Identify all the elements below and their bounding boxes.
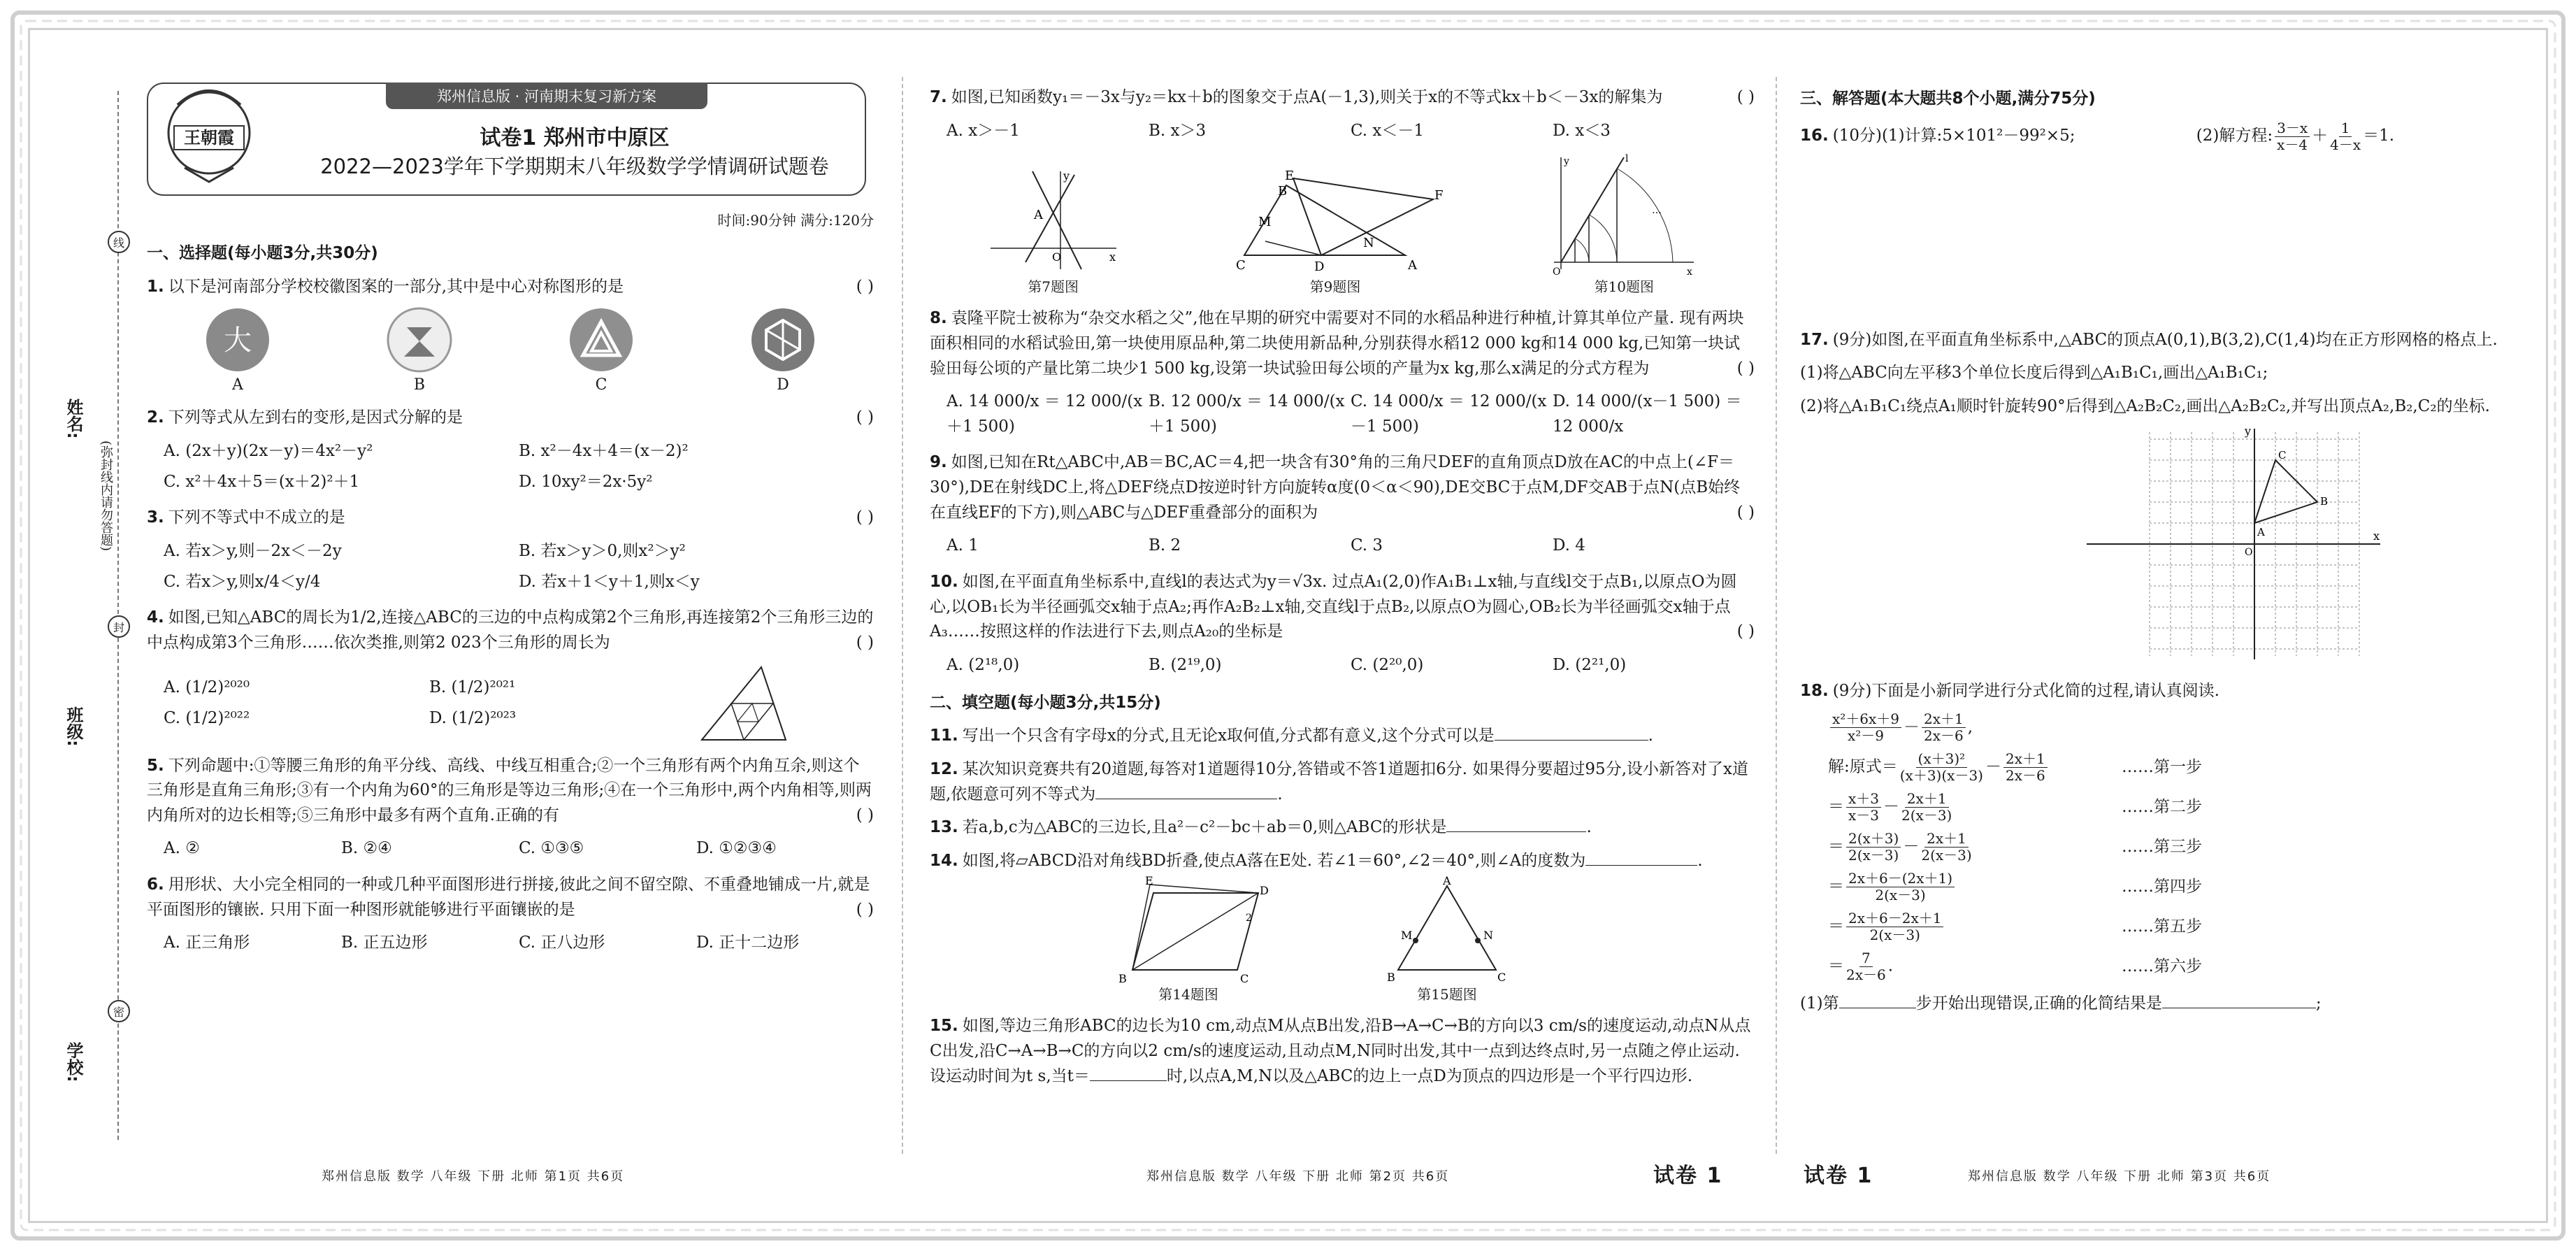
option-b[interactable]: B. (2¹⁹,0) (1149, 655, 1222, 674)
school-emblem-icon (386, 306, 453, 373)
figure-9 (1230, 164, 1444, 298)
nested-triangle-figure (695, 662, 793, 745)
question-number: 15. (930, 1017, 958, 1036)
svg-text:大: 大 (224, 324, 252, 357)
section-solution: 三、解答题(本大题共8个小题,满分75分) (1800, 90, 2096, 108)
svg-text:O: O (1051, 250, 1061, 264)
logo-text: 王朝霞 (184, 127, 234, 148)
figure-caption: 第10题图 (1594, 278, 1655, 296)
option-c[interactable]: C. 14 000/x ＝ 12 000/(x－1 500) (1351, 392, 1547, 436)
question-16 (1800, 120, 2513, 153)
option-a[interactable]: A. 若x＞y,则－2x＜－2y (164, 541, 342, 560)
svg-text:C: C (1235, 258, 1246, 273)
svg-text:2: 2 (1246, 913, 1252, 924)
figure-row (930, 874, 1755, 1006)
svg-text:B: B (1118, 972, 1127, 986)
svg-text:x: x (1687, 266, 1693, 278)
option-label: B (413, 376, 426, 394)
svg-text:…: … (1652, 205, 1662, 217)
step-6: ＝ $\frac{7}{2x-6}$ . ……第六步 (1828, 949, 2202, 983)
fraction: $\frac{1}{4-x}$ (2330, 119, 2361, 153)
options (164, 536, 874, 597)
figure-caption: 第9题图 (1309, 278, 1361, 296)
option-a[interactable]: A. 1 (947, 536, 979, 555)
question-text: 如图,等边三角形ABC的边长为10 cm,动点M从点B出发,沿B→A→C→B的方向以3 cm/s的速度运动,动点N从点C出发,沿C→A→B→C的方向以2 cm/s的速度运动,且动点M,N同时出发,其中一点到达终点时,另一点随之停止运动. 设运动时间为t s,当t＝ (930, 1017, 1751, 1085)
question-18-ask: (1)第 步开始出现错误,正确的化简结果是 ; (1800, 994, 2322, 1013)
option-d[interactable]: D. (2²¹,0) (1553, 655, 1627, 674)
answer-bracket: ( ) (856, 900, 874, 919)
option-a[interactable] (204, 306, 271, 397)
operator: ＝1. (2363, 127, 2395, 145)
option-c[interactable]: C. 若x＞y,则x/4＜y/4 (164, 572, 321, 591)
option-label: A (232, 376, 243, 394)
answer-bracket: ( ) (1736, 88, 1755, 106)
answer-blank[interactable] (1090, 1080, 1167, 1081)
step-4: ＝ $\frac{2x+6-(2x+1)}{2(x-3)}$ ……第四步 (1828, 869, 2202, 903)
svg-text:C: C (1240, 972, 1249, 986)
option-c[interactable]: C. (1/2)²⁰²² (164, 708, 250, 727)
option-c[interactable]: C. x＜－1 (1351, 121, 1425, 140)
question-text: 如图,已知函数y₁＝－3x与y₂＝kx＋b的图象交于点A(－1,3),则关于x的不等式kx＋b＜－3x的解集为 (951, 88, 1663, 106)
publisher-logo (164, 77, 254, 189)
question-text: 写出一个只含有字母x的分式,且无论x取何值,分式都有意义,这个分式可以是 (962, 727, 1495, 745)
svg-text:M: M (1258, 215, 1272, 230)
option-d[interactable] (749, 306, 816, 397)
time-info: 时间:90分钟 满分:120分 (717, 212, 874, 229)
question-13: 13. 若a,b,c为△ABC的三边长,且a²－c²－bc＋ab＝0,则△ABC的形状是 . (930, 818, 1592, 837)
option-a[interactable]: A. ② (164, 839, 200, 858)
section-choice: 一、选择题(每小题3分,共30分) (147, 244, 378, 262)
figure-10 (1547, 150, 1701, 298)
binding-margin (41, 91, 131, 1154)
name-label: 姓名: (64, 399, 83, 439)
exam-subtitle: 2022—2023学年下学期期末八年级数学学情调研试题卷 (320, 155, 829, 178)
answer-bracket: ( ) (856, 806, 874, 824)
question-text: 如图,在平面直角坐标系中,直线l的表达式为y＝√3x. 过点A₁(2,0)作A₁B₁⊥x轴,与直线l交于点B₁,以原点O为圆心,以OB₁长为半径画弧交x轴于点A₂;再作A₂B₂⊥x轴,交直线l于点B₂,以原点O为圆心,OB₂长为半径画弧交x轴于点A₃……按照这样的作法进行下去,则点A₂₀的坐标是 (930, 573, 1737, 641)
option-label: D (777, 376, 789, 394)
svg-text:N: N (1483, 929, 1493, 943)
question-text: (9分)下面是小新同学进行分式化简的过程,请认真阅读. (1832, 682, 2219, 701)
sub-question: (1)将△ABC向左平移3个单位长度后得到△A₁B₁C₁,画出△A₁B₁C₁; (1800, 364, 2268, 383)
option-a[interactable]: A. x＞－1 (947, 121, 1020, 140)
option-c[interactable] (568, 306, 635, 397)
question-9 (930, 450, 1755, 525)
paper-tag: 试卷 1 (1653, 1164, 1723, 1188)
question-11: 11. 写出一个只含有字母x的分式,且无论x取何值,分式都有意义,这个分式可以是 . (930, 727, 1653, 745)
option-a[interactable]: A. 14 000/x ＝ 12 000/(x＋1 500) (947, 392, 1143, 436)
answer-bracket: ( ) (1736, 503, 1755, 522)
svg-text:y: y (2245, 424, 2252, 438)
question-number: 2. (147, 408, 164, 427)
answer-bracket: ( ) (856, 408, 874, 427)
question-number: 7. (930, 88, 947, 106)
question-text: 袁隆平院士被称为“杂交水稻之父”,他在早期的研究中需要对不同的水稻品种进行种植,计算其单位产量. 现有两块面积相同的水稻试验田,第一块使用原品种,第二块使用新品种,分别获得水稻12 000 kg和14 000 kg,已知第一块试验田每公顷的产量比第二块少1 500 kg,设第一块试验田每公顷的产量为x kg,那么x满足的分式方程为 (930, 309, 1744, 378)
option-b[interactable] (386, 306, 453, 397)
svg-text:D: D (1260, 884, 1269, 898)
svg-text:E: E (1284, 169, 1295, 184)
option-c[interactable]: C. ①③⑤ (519, 839, 584, 858)
figure-7 (984, 164, 1123, 298)
option-c[interactable]: C. 3 (1351, 536, 1383, 555)
school-label: 学校: (64, 1042, 83, 1082)
parallelogram-fold-figure (1111, 874, 1269, 986)
answer-blank[interactable] (1446, 831, 1586, 832)
question-text: 如图,已知△ABC的周长为1/2,连接△ABC的三边的中点构成第2个三角形,再连接第2个三角形三边的中点构成第3个三角形……依次类推,则第2 023个三角形的周长为 (147, 608, 874, 652)
answer-bracket: ( ) (856, 633, 874, 652)
options (947, 531, 1755, 562)
question-text: 若a,b,c为△ABC的三边长,且a²－c²－bc＋ab＝0,则△ABC的形状是 (962, 818, 1447, 837)
emblem-options (147, 306, 874, 397)
options (164, 673, 695, 734)
q4-body (147, 662, 874, 745)
question-text: 时,以点A,M,N以及△ABC的边上一点D为顶点的四边形是一个平行四边形. (1166, 1066, 1693, 1085)
question-4 (147, 606, 874, 655)
svg-text:x: x (2373, 529, 2380, 543)
options (947, 116, 1755, 147)
question-text: 某次知识竞赛共有20道题,每答对1道题得10分,答错或不答1道题扣6分. 如果得分要超过95分,设小新答对了x道题,依题意可列不等式为 (930, 759, 1748, 803)
figure-15 (1384, 874, 1510, 1006)
figure-caption: 第15题图 (1417, 986, 1477, 1003)
option-d[interactable]: D. 正十二边形 (696, 934, 800, 952)
question-text: (10分)(1)计算:5×101²－99²×5; (1832, 127, 2075, 145)
coordinate-grid-figure (2080, 425, 2387, 663)
school-emblem-icon (568, 306, 635, 373)
question-number: 1. (147, 277, 164, 296)
triangle-ruler-figure (1230, 164, 1444, 276)
page-footer: 郑州信息版 数学 八年级 下册 北师 第3页 共6页 (1968, 1169, 2271, 1184)
option-b[interactable]: B. x²－4x＋4＝(x－2)² (519, 442, 689, 461)
column-2 (930, 77, 1755, 1094)
figure-caption: 第7题图 (1028, 278, 1079, 296)
svg-text:C: C (2278, 448, 2287, 462)
original-expression: $\frac{\text{x²＋6x＋9}}{\text{x²－9}}$ － $\frac{2x+1}{2x-6}$ , (1828, 711, 2513, 744)
question-text: 下列不等式中不成立的是 (168, 508, 345, 527)
question-text: 下列等式从左到右的变形,是因式分解的是 (168, 408, 463, 427)
option-a[interactable]: A. (1/2)²⁰²⁰ (164, 678, 250, 696)
seal-mark: 线 (108, 231, 130, 253)
school-emblem-icon (204, 306, 271, 373)
figure-row (930, 150, 1755, 298)
page-footer: 郑州信息版 数学 八年级 下册 北师 第2页 共6页 (1146, 1169, 1450, 1184)
svg-text:O: O (1553, 266, 1561, 278)
figure-caption: 第14题图 (1158, 986, 1218, 1003)
options (164, 436, 874, 497)
class-label: 班级: (64, 706, 83, 747)
option-c[interactable]: C. 正八边形 (519, 934, 605, 952)
operator: ＋ (2312, 127, 2329, 145)
seal-note: (弥封线内请勿答题) (99, 441, 113, 552)
answer-space[interactable] (1800, 159, 2513, 320)
exam-header (147, 83, 866, 196)
question-text: (9分)如图,在平面直角坐标系中,△ABC的顶点A(0,1),B(3,2),C(1,4)均在正方形网格的格点上. (1832, 330, 2498, 349)
question-12: 12. 某次知识竞赛共有20道题,每答对1道题得10分,答错或不答1道题扣6分. 如果得分要超过95分,设小新答对了x道题,依题意可列不等式为 . (930, 759, 1748, 803)
svg-text:C: C (1497, 971, 1506, 985)
option-d[interactable]: D. ①②③④ (696, 839, 777, 858)
question-1 (147, 275, 874, 300)
function-graph-figure (984, 164, 1123, 276)
figure-14 (1111, 874, 1269, 1006)
answer-bracket: ( ) (1736, 359, 1755, 378)
answer-blank[interactable] (1495, 740, 1648, 741)
options (947, 650, 1755, 681)
column-divider (902, 77, 903, 1154)
option-b[interactable]: B. ②④ (341, 839, 392, 858)
question-number: 5. (147, 756, 164, 775)
question-18 (1800, 679, 2513, 704)
option-b[interactable]: B. 若x＞y＞0,则x²＞y² (519, 541, 686, 560)
sub-question: (2)将△A₁B₁C₁绕点A₁顺时针旋转90°后得到△A₂B₂C₂,画出△A₂B₂C₂,并写出顶点A₂,B₂,C₂的坐标. (1800, 396, 2490, 415)
step-5: ＝ $\frac{2x+6-2x+1}{2(x-3)}$ ……第五步 (1828, 909, 2202, 943)
step-3: ＝ $\frac{2(x+3)}{2(x-3)}$ － $\frac{2x+1}{2(x-3)}$ ……第三步 (1828, 829, 2202, 864)
question-17 (1800, 328, 2513, 353)
question-number: 12. (930, 759, 958, 778)
option-b[interactable]: B. 正五边形 (341, 934, 428, 952)
svg-text:l: l (1625, 153, 1629, 165)
question-6 (147, 873, 874, 922)
question-number: 14. (930, 851, 958, 870)
question-number: 17. (1800, 330, 1829, 349)
question-number: 9. (930, 453, 947, 472)
svg-text:B: B (1277, 184, 1288, 199)
page-footer: 郑州信息版 数学 八年级 下册 北师 第1页 共6页 (322, 1169, 625, 1184)
seal-mark: 密 (108, 1000, 130, 1022)
question-number: 4. (147, 608, 164, 627)
option-b[interactable]: B. x＞3 (1149, 121, 1207, 140)
answer-bracket: ( ) (856, 277, 874, 296)
question-8 (930, 306, 1755, 381)
svg-text:B: B (1387, 971, 1395, 985)
svg-text:O: O (2245, 546, 2253, 558)
question-text: 如图,已知在Rt△ABC中,AB＝BC,AC＝4,把一块含有30°角的三角尺DEF的直角顶点D放在AC的中点上(∠F＝30°),DE在射线DC上,将△DEF绕点D按逆时针方向旋转α度(0＜α＜90),DE交BC于点M,DF交AB于点N(点B始终在直线EF的下方),则△ABC与△DEF重叠部分的面积为 (930, 453, 1741, 522)
equilateral-triangle-figure (1384, 874, 1510, 985)
question-text: 用形状、大小完全相同的一种或几种平面图形进行拼接,彼此之间不留空隙、不重叠地铺成一片,就是平面图形的镶嵌. 只用下面一种图形就能够进行平面镶嵌的是 (147, 875, 870, 919)
option-b[interactable]: B. 12 000/x ＝ 14 000/(x＋1 500) (1149, 392, 1345, 436)
fraction: $\frac{3-x}{x-4}$ (2275, 120, 2310, 153)
school-emblem-icon (749, 306, 816, 373)
column-3 (1800, 77, 2513, 1022)
question-5 (147, 754, 874, 829)
option-d[interactable]: D. 14 000/(x－1 500) ＝ 12 000/x (1553, 392, 1742, 436)
question-14: 14. 如图,将▱ABCD沿对角线BD折叠,使点A落在E处. 若∠1＝60°,∠2＝40°,则∠A的度数为 . (930, 851, 1703, 870)
options (164, 834, 874, 864)
section-fill-blank: 二、填空题(每小题3分,共15分) (930, 693, 1161, 712)
option-d[interactable]: D. 4 (1553, 536, 1585, 555)
svg-text:N: N (1362, 236, 1374, 251)
option-b[interactable]: B. (1/2)²⁰²¹ (429, 678, 516, 696)
question-text: 如图,将▱ABCD沿对角线BD折叠,使点A落在E处. 若∠1＝60°,∠2＝40°,则∠A的度数为 (962, 851, 1586, 870)
simplification-steps (1828, 711, 2513, 983)
arc-sequence-figure (1547, 150, 1701, 276)
option-a[interactable]: A. 正三角形 (164, 934, 250, 952)
option-a[interactable]: A. (2¹⁸,0) (947, 655, 1020, 674)
option-b[interactable]: B. 2 (1149, 536, 1181, 555)
svg-text:A: A (2257, 525, 2265, 538)
question-number: 6. (147, 875, 164, 894)
question-7 (930, 85, 1755, 110)
step-1: 解:原式＝ $\frac{\text{(x＋3)²}}{(x+3)(x-3)}$ － $\frac{2x+1}{2x-6}$ ……第一步 (1828, 750, 2202, 784)
svg-text:M: M (1401, 929, 1413, 943)
column-1 (147, 210, 874, 963)
option-label: C (595, 376, 607, 394)
svg-text:B: B (2320, 494, 2329, 508)
svg-text:E: E (1145, 874, 1153, 888)
options (164, 928, 874, 959)
option-d[interactable]: D. 10xy²＝2x·5y² (519, 472, 653, 491)
option-c[interactable]: C. (2²⁰,0) (1351, 655, 1424, 674)
step-2: ＝ $\frac{x+3}{x-3}$ － $\frac{2x+1}{2(x-3)}$ ……第二步 (1828, 789, 2202, 824)
question-number: 13. (930, 818, 958, 837)
question-15 (930, 1014, 1755, 1089)
question-number: 11. (930, 727, 958, 745)
svg-text:y: y (1063, 169, 1070, 183)
svg-text:A: A (1033, 208, 1043, 223)
question-number: 16. (1800, 127, 1829, 145)
question-number: 10. (930, 573, 958, 592)
svg-text:F: F (1434, 188, 1444, 203)
option-d[interactable]: D. 若x＋1＜y＋1,则x＜y (519, 572, 700, 591)
option-d[interactable]: D. (1/2)²⁰²³ (429, 708, 517, 727)
svg-text:x: x (1109, 250, 1116, 264)
svg-text:A: A (1443, 874, 1451, 888)
question-2 (147, 406, 874, 431)
svg-text:D: D (1314, 259, 1325, 275)
answer-blank[interactable] (1585, 865, 1697, 866)
option-d[interactable]: D. x＜3 (1553, 121, 1611, 140)
seal-mark: 封 (108, 615, 130, 638)
question-10 (930, 570, 1755, 645)
svg-text:y: y (1564, 156, 1570, 168)
question-text: (2)解方程: (2196, 127, 2273, 145)
question-number: 8. (930, 309, 947, 328)
option-a[interactable]: A. (2x＋y)(2x－y)＝4x²－y² (164, 442, 373, 461)
question-text: 以下是河南部分学校校徽图案的一部分,其中是中心对称图形的是 (168, 277, 624, 296)
answer-bracket: ( ) (1736, 622, 1755, 641)
question-3 (147, 506, 874, 531)
options (947, 387, 1755, 442)
svg-text:A: A (1407, 258, 1417, 273)
answer-bracket: ( ) (856, 508, 874, 527)
option-c[interactable]: C. x²＋4x＋5＝(x＋2)²＋1 (164, 472, 360, 491)
question-number: 3. (147, 508, 164, 527)
edition-banner: 郑州信息版 · 河南期末复习新方案 (386, 83, 707, 109)
column-divider (1776, 77, 1777, 1154)
paper-tag: 试卷 1 (1804, 1164, 1873, 1188)
exam-title: 试卷1 郑州市中原区 (480, 126, 670, 150)
question-number: 18. (1800, 682, 1829, 701)
question-text: 下列命题中:①等腰三角形的角平分线、高线、中线互相重合;②一个三角形有两个内角互余,则这个三角形是直角三角形;③有一个内角为60°的三角形是等边三角形;④在一个三角形中,两个内角相等,则两内角所对的边长相等;⑤三角形中最多有两个直角.正确的有 (147, 756, 872, 824)
